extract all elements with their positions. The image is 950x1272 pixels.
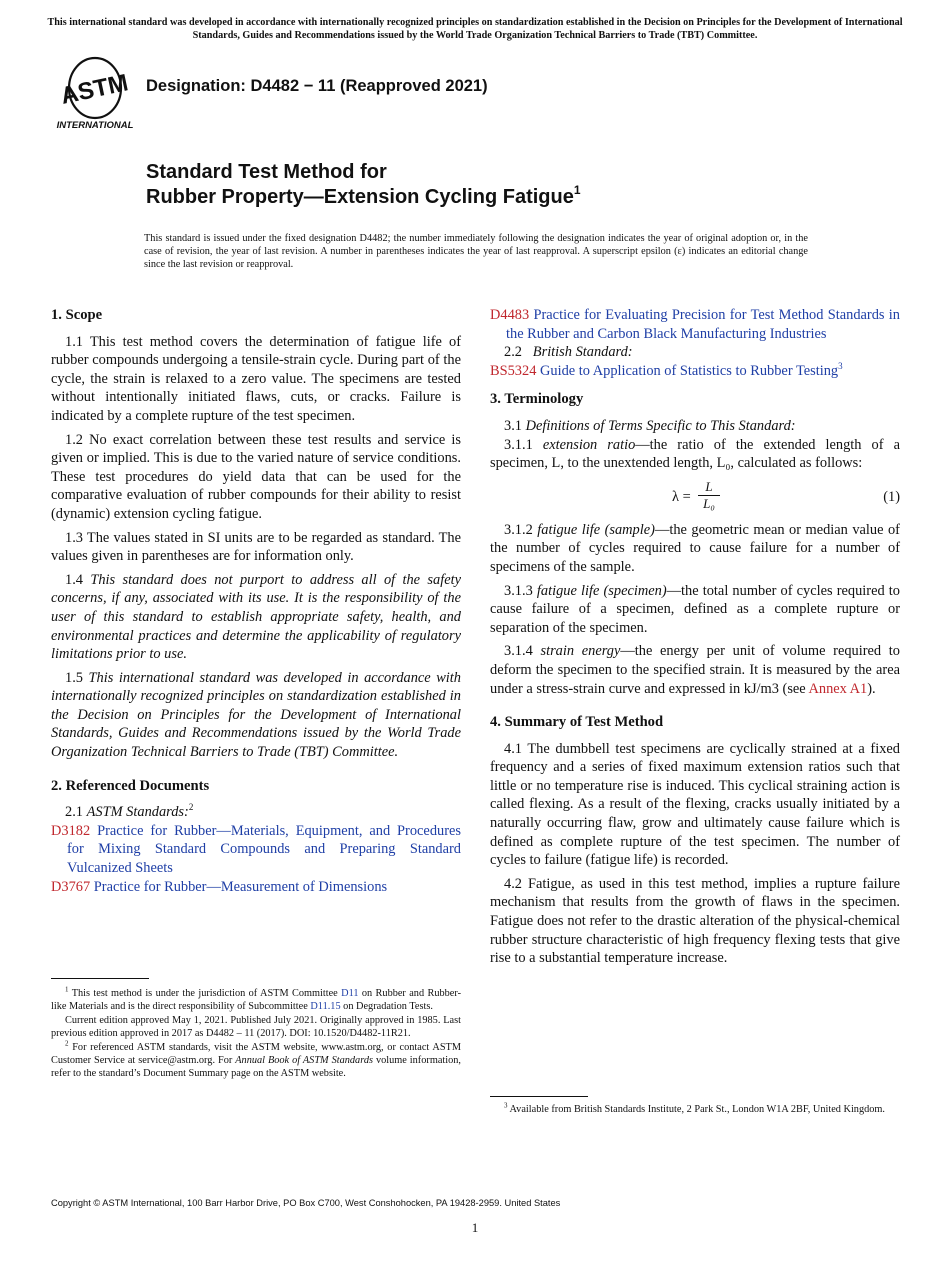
issue-note: This standard is issued under the fixed designation D4482; the number immediately following the designation indicates the year of original adoption or, in the case of revision, the year of last revision. A number in parentheses indicates the year of last reapproval. A superscript epsilon (ε) indicates an editorial change since the last revision or reapproval. [144,233,808,270]
footnote-3 [490,1101,900,1117]
term-strain-energy [490,642,900,698]
copyright: Copyright © ASTM International, 100 Barr Harbor Drive, PO Box C700, West Conshohocken, PA 19428-2959. United States [51,1198,561,1208]
reference-title[interactable]: Practice for Evaluating Precision for Test Method Standards in the Rubber and Carbon Black Manufacturing Industries [506,307,900,342]
term-4-number: 3.1.4 [504,643,533,660]
definitions-number: 3.1 [504,417,522,434]
page-number: 1 [471,1220,479,1235]
footnote-2-text-a: For referenced ASTM standards, visit the ASTM website, www.astm.org, or contact ASTM Customer Service at service@astm.org. For [51,1042,462,1066]
footnotes-left [51,985,462,1082]
astm-standards-label [51,803,461,822]
section-heading-summary: 4. Summary of Test Method [490,714,664,731]
scope-paragraph-2: 1.2 No exact correlation between these test results and service is given or implied. This is due to the varied nature of service conditions. These test procedures do yield data that can be used for the comparative evaluation of rubber compounds for their ability to resist (dynamic) extension cycling fatigue. [51,431,461,522]
summary-paragraph-1: 4.1 The dumbbell test specimens are cyclically strained at a fixed frequency and a series of fixed maximum extension ratios such that little or no temperature rise is induced. This cyclical straining action is called flexing. As a result of the flexing, cracks usually initiated by a naturally occurring flaw, grow and ultimately cause failure which is defined as complete rupture of the test specimen. The number of cycles to failure (fatigue life) is recorded. [490,740,900,869]
page-title [146,160,581,210]
british-standard-label [490,343,900,362]
scope-p5-text: This international standard was developed in accordance with internationally recognized principles on standardization established in the Decision on Principles for the Development of International Standards, Guides and Recommendations issued by the World Trade Organization Technical Barriers to Trade (TBT) Committee. [51,669,461,761]
logo-subtext: INTERNATIONAL [56,120,134,131]
term-fatigue-life-sample [490,521,900,577]
reference-item-d4483[interactable] [490,306,900,343]
footnotes-right [490,1101,900,1119]
reference-item-d3767[interactable] [51,878,461,897]
equation-number: (1) [883,488,900,505]
astm-logo [54,56,136,132]
astm-standards-mark: 2 [188,802,194,813]
footnote-1-text-c: on Degradation Tests. [340,1000,433,1012]
scope-p4-text: This standard does not purport to address all of the safety concerns, if any, associated with its use. It is the responsibility of the user of this standard to establish appropriate safety, health, and environmental practices and determine the applicability of regulatory limitations prior to use. [51,571,461,663]
term-1-name: extension ratio [542,436,636,453]
footnote-2-italic: Annual Book of ASTM Standards [235,1054,373,1066]
footnote-3-mark: 3 [504,1101,508,1110]
footnote-1-text-a: This test method is under the jurisdiction of ASTM Committee [71,988,342,999]
scope-p4-number: 1.4 [65,571,83,588]
scope-paragraph-1: 1.1 This test method covers the determination of fatigue life of rubber compounds undergoing a tensile-strain cycle. During part of the cycle, the strain is relaxed to a zero value. The specimens are tested without intentionally initiated flaws, cuts, or cracks. Failure is indicated by a complete rupture of the test specimen. [51,333,461,424]
equation-numerator: L [698,479,720,496]
reference-title[interactable]: Guide to Application of Statistics to Rubber Testing [540,362,839,379]
footnote-divider-right [490,1096,588,1097]
left-column [51,306,461,896]
section-heading-scope: 1. Scope [51,307,103,323]
term-4-name: strain energy [540,643,621,660]
reference-footnote-mark: 3 [838,360,843,371]
term-4-end: ). [867,680,876,697]
equation-fraction [698,479,720,512]
term-2-number: 3.1.2 [504,521,533,538]
term-2-text: —the geometric mean or median value of the number of cycles required to cause failure for a number of specimens of the sample. [490,521,900,575]
footnote-2-text-b: volume information, refer to the standard’s Document Summary page on the ASTM website. [51,1054,461,1079]
footnote-1-text-b: on Rubber and Rubber-like Materials and is the direct responsibility of Subcommittee [51,988,462,1012]
term-3-name: fatigue life (specimen) [536,582,667,599]
reference-code[interactable]: D3182 [51,822,91,839]
scope-paragraph-5 [51,669,461,762]
top-notice: This international standard was developed in accordance with internationally recognized principles on standardization established in the Decision on Principles for the Development of International Standards, Guides and Recommendations issued by the World Trade Organization Technical Barriers to Trade (TBT) Committee. [47,17,903,41]
term-4-text: —the energy per unit of volume required to deform the specimen to the specified strain. It is measured by the area under a stress-strain curve and expressed in kJ/m3 (see [490,643,900,697]
section-heading-referenced-documents: 2. Referenced Documents [51,777,210,794]
british-standard-number: 2.2 [504,344,522,361]
scope-paragraph-3: 1.3 The values stated in SI units are to be regarded as standard. The values given in parentheses are for information only. [51,529,461,565]
section-heading-terminology: 3. Terminology [490,391,584,408]
reference-code[interactable]: D3767 [51,878,91,895]
british-standard-text: British Standard: [532,344,633,361]
reference-item-bs5324[interactable] [490,362,900,381]
logo-text: ASTM [58,69,131,110]
equation-denominator: L₀ [703,495,715,511]
reference-code[interactable]: BS5324 [490,362,537,379]
term-fatigue-life-specimen [490,582,900,638]
footnote-2 [51,1039,462,1080]
definitions-text: Definitions of Terms Specific to This Standard: [525,417,796,434]
term-extension-ratio [490,436,900,473]
reference-title[interactable]: Practice for Rubber—Materials, Equipment, and Procedures for Mixing Standard Compounds and Preparing Standard Vulcanized Sheets [67,822,461,877]
reference-title[interactable]: Practice for Rubber—Measurement of Dimensions [93,878,388,895]
annex-link[interactable]: Annex A1 [808,680,868,697]
summary-paragraph-2: 4.2 Fatigue, as used in this test method, implies a rupture failure mechanism that results from the growth of flaws in the specimen. Fatigue does not refer to the drastic alteration of the physical-chemical rubber structure characteristic of high frequency flexing tests that give rise to a substantial temperature increase. [490,875,900,967]
term-1-text: —the ratio of the extended length of a specimen, L, to the unextended length, L₀, calculated as follows: [490,436,900,472]
footnote-1-edition: Current edition approved May 1, 2021. Published July 2021. Originally approved in 1985. Last previous edition approved in 2017 as D4482 – 11 (2017). DOI: 10.1520/D4482-11R21. [51,1015,461,1039]
footnote-2-mark: 2 [65,1039,69,1048]
equation-1 [490,479,900,517]
committee-link[interactable]: D11 [341,988,359,999]
designation: Designation: D4482 − 11 (Reapproved 2021) [146,77,488,95]
astm-standards-number: 2.1 [65,804,83,821]
reference-item-d3182[interactable] [51,822,461,878]
equation-lhs: λ = [672,488,691,505]
term-1-number: 3.1.1 [504,436,533,453]
footnote-3-text: Available from British Standards Institute, 2 Park St., London W1A 2BF, United Kingdom. [509,1104,885,1115]
right-column [490,306,900,973]
title-line-1: Standard Test Method for [146,161,387,183]
astm-standards-text: ASTM Standards: [86,804,189,821]
title-footnote-mark: 1 [573,183,581,197]
scope-p5-number: 1.5 [65,669,83,686]
title-line-2 [146,185,581,210]
footnote-1 [51,985,462,1013]
footnote-1-mark: 1 [65,985,69,994]
term-3-text: —the total number of cycles required to cause failure of a specimen, defined as a complete rupture or separation of the specimen. [490,582,900,636]
term-2-name: fatigue life (sample) [537,521,655,538]
footnote-divider-left [51,978,149,979]
reference-code[interactable]: D4483 [490,307,530,323]
term-3-number: 3.1.3 [504,582,533,599]
subcommittee-link[interactable]: D11.15 [310,1000,341,1012]
title-line-2-text: Rubber Property—Extension Cycling Fatigue [146,186,574,208]
definitions-label [490,417,900,436]
scope-paragraph-4 [51,571,461,664]
